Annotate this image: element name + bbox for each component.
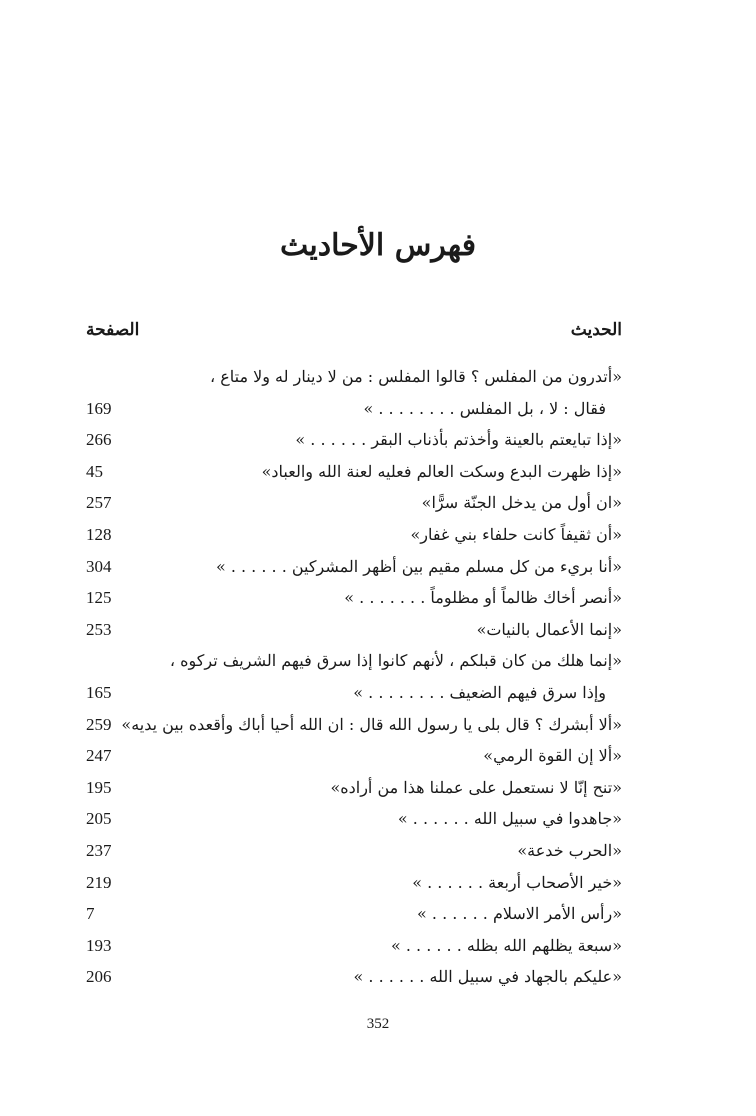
- entry-page-number: 125: [86, 588, 112, 608]
- entry-text: «إذا تبايعتم بالعينة وأخذتم بأذناب البقر . . . . . . »: [295, 430, 622, 450]
- index-entry: [0, 868, 756, 900]
- entry-text: «أتدرون من المفلس ؟ قالوا المفلس : من لا دينار له ولا متاع ،: [209, 367, 622, 386]
- entry-page-number: 169: [86, 398, 112, 418]
- entry-text: «جاهدوا في سبيل الله . . . . . . »: [397, 809, 622, 829]
- index-entry: [0, 394, 756, 426]
- index-entry: [0, 931, 756, 963]
- index-entry: [0, 836, 756, 868]
- entry-page-number: 45: [86, 461, 103, 481]
- hadith-column-header: الحديث: [570, 320, 622, 340]
- index-entry: [0, 425, 756, 457]
- entry-page-number: 195: [86, 777, 112, 797]
- index-entry: [0, 710, 756, 742]
- page-title: فهرس الأحاديث: [279, 228, 477, 263]
- index-entry: [0, 488, 756, 520]
- entry-text: «سبعة يظلهم الله بظله . . . . . . »: [390, 935, 622, 955]
- index-entry: [0, 615, 756, 647]
- entry-text: «خير الأصحاب أربعة . . . . . . »: [412, 872, 622, 892]
- page-number: 352: [366, 1016, 390, 1032]
- entry-page-number: 205: [86, 809, 112, 829]
- entry-page-number: 128: [86, 524, 112, 544]
- index-entry: [0, 773, 756, 805]
- entry-text: «أنصر أخاك ظالماً أو مظلوماً . . . . . . . »: [344, 588, 622, 608]
- index-entry: [0, 962, 756, 994]
- hadith-index-list: [0, 362, 756, 994]
- entry-text: «أن ثقيفاً كانت حلفاء بني غفار»: [410, 524, 622, 544]
- entry-text: «ان أول من يدخل الجنّة سرًّا»: [421, 493, 622, 513]
- index-entry: [0, 552, 756, 584]
- entry-text: «ألا أبشرك ؟ قال بلى يا رسول الله قال : ان الله أحيا أباك وأقعده بين يديه»: [121, 714, 622, 734]
- entry-page-number: 266: [86, 430, 112, 450]
- entry-text: فقال : لا ، بل المفلس . . . . . . . . »: [363, 398, 606, 418]
- entry-page-number: 165: [86, 682, 112, 702]
- entry-page-number: 253: [86, 619, 112, 639]
- entry-text: «تنح إنّا لا نستعمل على عملنا هذا من أراده»: [330, 777, 622, 797]
- entry-page-number: 237: [86, 840, 112, 860]
- entry-text: «الحرب خدعة»: [517, 840, 622, 860]
- entry-text: «ألا إن القوة الرمي»: [483, 746, 622, 766]
- index-entry: [0, 741, 756, 773]
- index-entry: [0, 583, 756, 615]
- index-entry: [0, 804, 756, 836]
- entry-text: «إنما الأعمال بالنيات»: [476, 619, 622, 639]
- entry-page-number: 304: [86, 556, 112, 576]
- entry-text: وإذا سرق فيهم الضعيف . . . . . . . . »: [353, 682, 606, 702]
- entry-page-number: 7: [86, 904, 95, 924]
- entry-text: «إذا ظهرت البدع وسكت العالم فعليه لعنة الله والعباد»: [261, 461, 622, 481]
- index-entry: [0, 362, 756, 394]
- entry-text: «أنا بريء من كل مسلم مقيم بين أظهر المشركين . . . . . . »: [215, 556, 622, 576]
- entry-page-number: 206: [86, 967, 112, 987]
- index-entry: [0, 520, 756, 552]
- entry-page-number: 193: [86, 935, 112, 955]
- entry-page-number: 219: [86, 872, 112, 892]
- page-column-header: الصفحة: [86, 320, 140, 340]
- index-entry: [0, 678, 756, 710]
- index-entry: [0, 457, 756, 489]
- index-entry: [0, 899, 756, 931]
- entry-text: «رأس الأمر الاسلام . . . . . . »: [417, 904, 622, 924]
- entry-text: «عليكم بالجهاد في سبيل الله . . . . . . »: [353, 967, 622, 987]
- entry-page-number: 247: [86, 746, 112, 766]
- entry-page-number: 257: [86, 493, 112, 513]
- index-entry: [0, 646, 756, 678]
- entry-page-number: 259: [86, 714, 112, 734]
- entry-text: «إنما هلك من كان قبلكم ، لأنهم كانوا إذا سرق فيهم الشريف تركوه ،: [169, 651, 622, 671]
